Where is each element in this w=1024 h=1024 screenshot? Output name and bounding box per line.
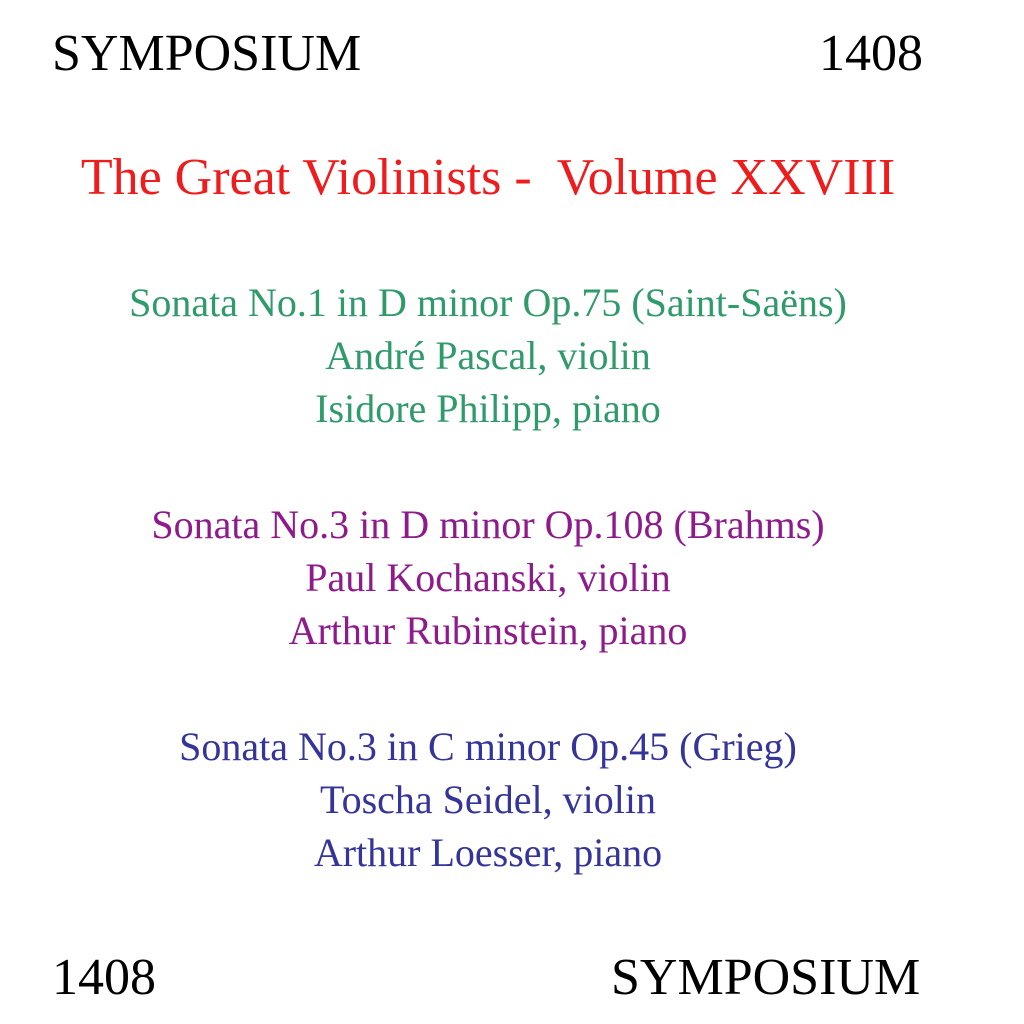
label-name-bottom: SYMPOSIUM — [611, 949, 921, 1006]
label-name-top: SYMPOSIUM — [52, 25, 362, 82]
work-block-1 — [0, 276, 976, 435]
violinist: Paul Kochanski, violin — [305, 555, 671, 600]
violinist: André Pascal, violin — [325, 333, 651, 378]
pianist: Arthur Loesser, piano — [313, 830, 663, 875]
pianist: Arthur Rubinstein, piano — [288, 608, 688, 653]
work-title: Sonata No.3 in D minor Op.108 (Brahms) — [151, 502, 825, 547]
album-title: The Great Violinists - Volume XXVIII — [80, 149, 896, 206]
catalog-number-top: 1408 — [819, 25, 923, 82]
catalog-number-bottom: 1408 — [52, 949, 156, 1006]
work-title: Sonata No.3 in C minor Op.45 (Grieg) — [179, 724, 797, 769]
violinist: Toscha Seidel, violin — [319, 777, 657, 822]
work-title: Sonata No.1 in D minor Op.75 (Saint-Saëns) — [129, 280, 847, 325]
pianist: Isidore Philipp, piano — [315, 386, 661, 431]
work-block-2 — [0, 498, 976, 657]
work-block-3 — [0, 720, 976, 879]
